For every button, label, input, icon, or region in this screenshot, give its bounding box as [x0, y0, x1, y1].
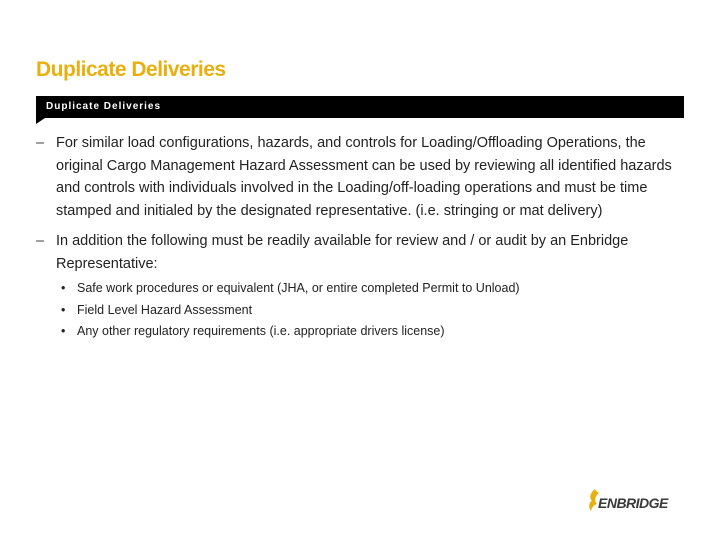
- dot-marker: •: [61, 281, 66, 295]
- sub-bullet-item: [56, 278, 696, 300]
- dash-marker: –: [36, 233, 45, 249]
- sub-bullet-text: Field Level Hazard Assessment: [77, 302, 253, 317]
- bullet-item: [36, 132, 696, 222]
- sub-bullet-item: [56, 300, 696, 322]
- dot-marker: •: [61, 302, 66, 317]
- slide-title: Duplicate Deliveries: [36, 58, 226, 81]
- dot-marker: •: [61, 324, 66, 338]
- sub-bullet-text: Any other regulatory requirements (i.e. appropriate drivers license): [77, 324, 445, 338]
- sub-bullet-item: [56, 321, 696, 343]
- section-banner: [36, 96, 684, 118]
- sub-bullet-list: [56, 278, 696, 343]
- dash-marker: –: [36, 135, 45, 151]
- logo-wordmark: ENBRIDGE: [598, 495, 668, 511]
- banner-label: Duplicate Deliveries: [46, 101, 162, 112]
- banner-tail: [36, 118, 45, 124]
- bullet-text: In addition the following must be readily available for review and / or audit by an Enbridge Representative:: [56, 233, 629, 272]
- bullet-item: [36, 230, 696, 343]
- content-bullets: [36, 132, 696, 351]
- bullet-text: For similar load configurations, hazards, and controls for Loading/Offloading Operations, the original Cargo Management Hazard Assessment can be used by reviewing all identified hazards and controls with individuals involved in the Loading/off-loading operations and must be time stamped and initialed by the designated representative. (i.e. stringing or mat delivery): [56, 135, 672, 219]
- sub-bullet-text: Safe work procedures or equivalent (JHA, or entire completed Permit to Unload): [77, 281, 520, 295]
- enbridge-logo: [586, 487, 686, 513]
